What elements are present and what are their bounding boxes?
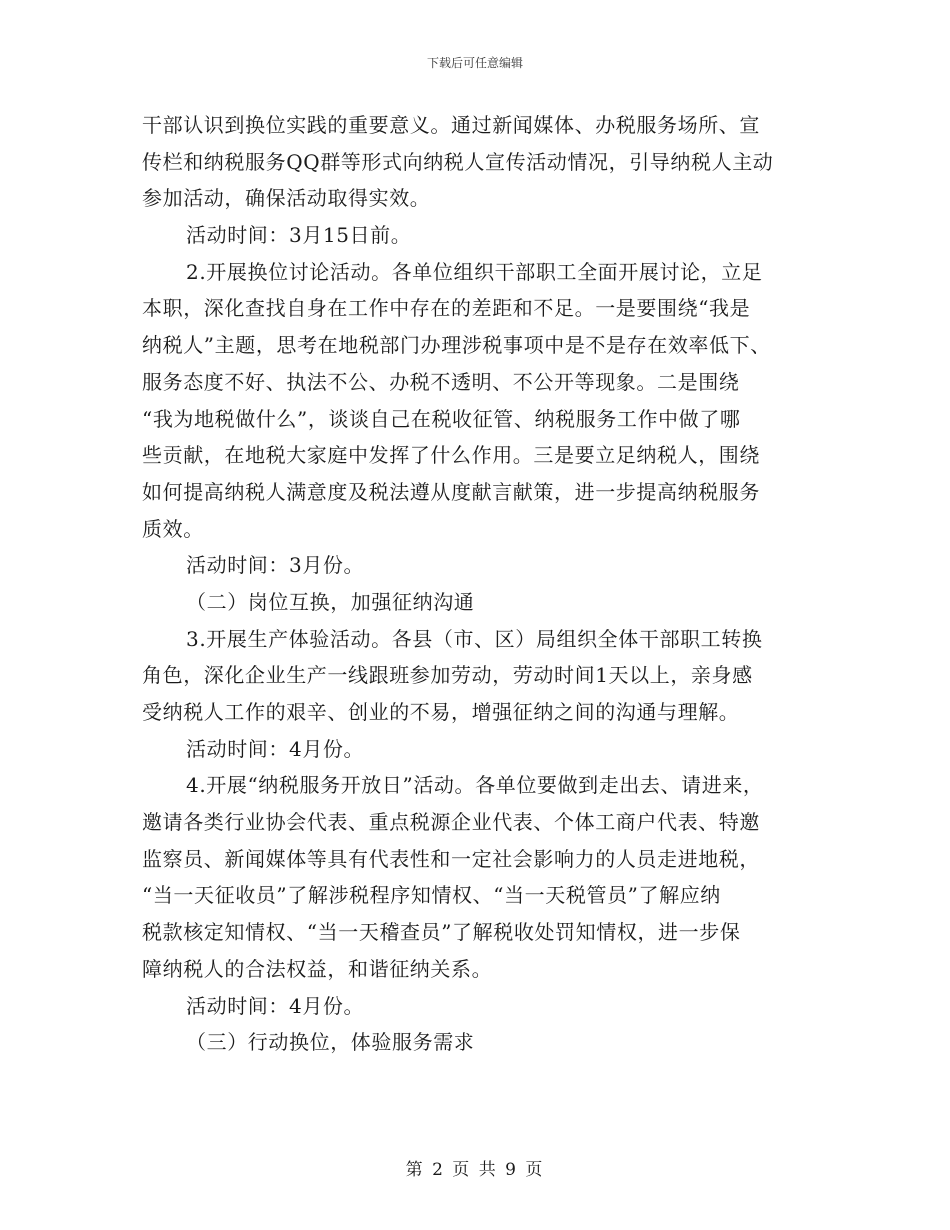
text-line: 如何提高纳税人满意度及税法遵从度献言献策，进一步提高纳税服务 [142,479,760,504]
text-line: 2.开展换位讨论活动。各单位组织干部职工全面开展讨论，立足 [186,259,763,284]
header-note: 下载后可任意编辑 [426,56,523,70]
text-line: “我为地税做什么”，谈谈自己在税收征管、纳税服务工作中做了哪 [142,406,741,431]
text-line: 税款核定知情权、“当一天稽查员”了解税收处罚知情权，进一步保 [142,920,741,945]
text-line: 些贡献，在地税大家庭中发挥了什么作用。三是要立足纳税人，围绕 [142,443,760,468]
text-line: 4.开展“纳税服务开放日”活动。各单位要做到走出去、请进来， [186,773,764,798]
text-line: 障纳税人的合法权益，和谐征纳关系。 [142,956,493,981]
text-line: 邀请各类行业协会代表、重点税源企业代表、个体工商户代表、特邀 [142,810,760,835]
text-line: 纳税人”主题，思考在地税部门办理涉税事项中是不是存在效率低下、 [142,333,771,358]
text-line: 干部认识到换位实践的重要意义。通过新闻媒体、办税服务场所、宣 [142,113,760,137]
text-line: 3.开展生产体验活动。各县（市、区）局组织全体干部职工转换 [186,626,763,651]
text-line: “当一天征收员”了解涉税程序知情权、“当一天税管员”了解应纳 [142,883,721,908]
text-line: 传栏和纳税服务QQ群等形式向纳税人宣传活动情况，引导纳税人主动 [142,149,774,174]
text-line: 监察员、新闻媒体等具有代表性和一定社会影响力的人员走进地税， [142,846,760,871]
text-line: 参加活动，确保活动取得实效。 [142,186,431,211]
document-body [142,107,810,1061]
text-line: 活动时间：4月份。 [186,993,365,1018]
page-footer: 第 2 页 共 9 页 [405,1160,545,1180]
text-line: （三）行动换位，体验服务需求 [186,1030,475,1055]
text-line: 本职，深化查找自身在工作中存在的差距和不足。一是要围绕“我是 [142,296,751,321]
text-line: 服务态度不好、执法不公、办税不透明、不公开等现象。二是围绕 [142,369,740,394]
text-line: 活动时间：4月份。 [186,736,365,761]
text-line: 活动时间：3月份。 [186,553,365,578]
text-line: 活动时间：3月15日前。 [186,223,412,248]
text-line: 受纳税人工作的艰辛、创业的不易，增强征纳之间的沟通与理解。 [142,700,740,724]
text-line: 质效。 [142,516,204,541]
text-line: （二）岗位互换，加强征纳沟通 [186,589,475,614]
text-line: 角色，深化企业生产一线跟班参加劳动，劳动时间1天以上，亲身感 [142,663,753,688]
